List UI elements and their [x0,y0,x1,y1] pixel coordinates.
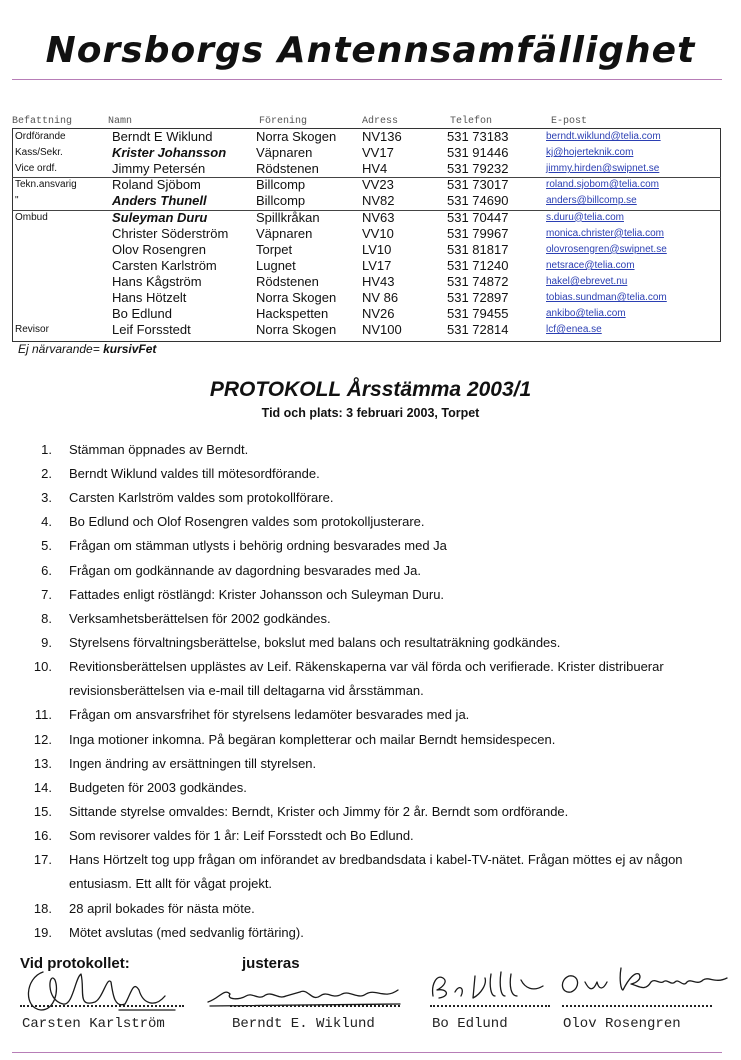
board-row [0,210,741,226]
signature-line [20,1005,184,1007]
board-phone: 531 91446 [447,145,509,161]
legend-text: Ej närvarande= [18,342,104,356]
item-number: 4. [41,514,52,530]
board-club: Väpnaren [256,225,313,241]
board-club: Rödstenen [256,273,319,289]
board-email[interactable]: jimmy.hirden@swipnet.se [546,163,660,175]
col-header-name: Namn [108,116,133,127]
board-phone: 531 70447 [447,209,509,225]
board-phone: 531 79455 [447,306,509,322]
board-phone: 531 73017 [447,177,509,193]
board-phone: 531 74872 [447,273,509,289]
board-phone: 531 79967 [447,225,509,241]
board-email[interactable]: tobias.sundman@telia.com [546,292,667,303]
item-number: 7. [41,586,52,602]
item-text: Frågan om stämman utlysts i behörig ordning besvarades med Ja [69,538,447,554]
protocol-signer-label: Vid protokollet: [20,955,130,972]
board-email[interactable]: netsrace@telia.com [546,259,635,271]
board-name: Christer Söderström [112,225,229,241]
item-number: 11. [34,707,52,723]
board-role: Ordförande [15,131,66,142]
board-email[interactable]: s.duru@telia.com [546,211,624,223]
board-address: VV10 [362,225,394,241]
item-number: 16. [33,827,52,843]
board-name: Anders Thunell [112,193,207,209]
board-row [0,242,741,258]
item-number: 6. [41,562,52,578]
board-row [0,226,741,242]
board-club: Norra Skogen [256,129,337,144]
board-row [0,274,741,290]
board-role: Vice ordf. [15,163,58,175]
item-number: 5. [41,538,52,554]
board-row [0,145,741,161]
col-header-role: Befattning [12,116,73,127]
board-club: Lugnet [256,257,296,273]
board-email[interactable]: ankibo@telia.com [546,308,626,320]
item-text: Frågan om godkännande av dagordning besvarades med Ja. [69,562,421,578]
signature-line [562,1005,712,1007]
col-header-club: Förening [259,116,308,127]
board-role: Kass/Sekr. [15,147,63,159]
col-header-address: Adress [362,116,399,127]
col-header-phone: Telefon [450,116,493,127]
board-address: NV26 [362,306,395,322]
board-email[interactable]: kj@hojerteknik.com [546,147,634,159]
title-divider [12,79,722,80]
signature-line [430,1005,550,1007]
board-phone: 531 72814 [447,322,509,338]
board-name: Suleyman Duru [112,209,208,225]
item-text: Revitionsberättelsen upplästes av Leif. Räkenskaperna var väl förda och verifierade. Krister distribuerar revisionsberättelsen via e-mail till deltagarna vid årsstämman. [69,658,664,698]
board-role: Tekn.ansvarig [15,179,77,191]
item-number: 9. [41,634,52,650]
board-address: NV136 [362,129,402,144]
board-address: NV63 [362,209,395,225]
board-name: Olov Rosengren [112,241,206,257]
board-row [0,177,741,193]
item-text: Inga motioner inkomna. På begäran kompletterar och mailar Berndt hemsidespecen. [69,731,556,747]
board-address: HV43 [362,273,395,289]
board-phone: 531 71240 [447,257,509,273]
board-address: LV10 [362,241,392,257]
item-text: Som revisorer valdes för 1 år: Leif Forsstedt och Bo Edlund. [69,827,414,843]
board-row [0,129,741,145]
board-name: Bo Edlund [112,306,172,322]
board-email[interactable]: roland.sjobom@telia.com [546,179,659,191]
signature-line [230,1005,400,1007]
item-text: Hans Hörtzelt tog upp frågan om införandet av bredbandsdata i kabel-TV-nätet. Frågan möttes ej av någon entusiasm. Ett allt för vågat projekt. [69,852,683,891]
item-number: 17. [33,852,52,867]
board-phone: 531 81817 [447,241,509,257]
board-row [0,290,741,306]
board-club: Hackspetten [256,306,329,322]
board-name: Leif Forsstedt [112,322,191,338]
board-address: HV4 [362,161,388,177]
item-text: Sittande styrelse omvaldes: Berndt, Krister och Jimmy för 2 år. Berndt som ordförande. [69,803,569,819]
board-row [0,193,741,209]
board-name: Hans Kågström [112,273,202,289]
item-text: Frågan om ansvarsfrihet för styrelsens ledamöter besvarades med ja. [69,707,470,723]
board-role: " [15,195,19,207]
board-address: LV17 [362,257,392,273]
item-number: 8. [41,610,52,626]
board-club: Norra Skogen [256,290,337,305]
board-phone: 531 73183 [447,129,509,144]
board-club: Norra Skogen [256,322,337,338]
item-number: 1. [41,442,52,457]
board-address: NV 86 [362,290,399,305]
board-club: Väpnaren [256,145,313,161]
item-text: Fattades enligt röstlängd: Krister Johansson och Suleyman Duru. [69,586,445,602]
item-number: 10. [33,658,52,674]
signer-name-1: Carsten Karlström [22,1016,165,1032]
board-name: Jimmy Petersén [112,161,206,177]
item-text: 28 april bokades för nästa möte. [69,900,255,916]
board-phone: 531 72897 [447,290,509,305]
board-club: Billcomp [256,193,306,209]
item-text: Ingen ändring av ersättningen till styrelsen. [69,755,317,771]
document-title: Norsborgs Antennsamfällighet [45,30,696,71]
item-text: Mötet avslutas (med sedvanlig förtäring). [69,924,304,940]
item-number: 12. [33,731,52,747]
board-name: Berndt E Wiklund [112,129,213,144]
item-text: Bo Edlund och Olof Rosengren valdes som protokolljusterare. [69,514,425,530]
board-email[interactable]: berndt.wiklund@telia.com [546,131,661,142]
item-number: 2. [41,466,52,482]
item-number: 15. [33,803,52,819]
board-name: Hans Hötzelt [112,290,187,305]
board-club: Billcomp [256,177,306,193]
verify-label: justeras [242,955,300,972]
legend-style-word: kursivFet [103,342,157,356]
item-number: 13. [33,755,52,771]
item-number: 18. [33,900,52,916]
board-address: NV82 [362,193,395,209]
absence-legend [18,342,156,356]
protocol-title: PROTOKOLL Årsstämma 2003/1 [209,378,532,401]
board-club: Torpet [256,241,293,257]
board-address: NV100 [362,322,402,338]
board-row [0,161,741,177]
board-email[interactable]: hakel@ebrevet.nu [546,275,628,287]
item-text: Carsten Karlström valdes som protokollförare. [69,490,334,506]
board-row [0,258,741,274]
board-name: Carsten Karlström [112,257,217,273]
board-email[interactable]: lcf@enea.se [546,324,602,336]
protocol-subtitle: Tid och plats: 3 februari 2003, Torpet [261,406,480,420]
board-email[interactable]: olovrosengren@swipnet.se [546,243,667,255]
col-header-email: E-post [551,116,588,127]
item-number: 3. [41,490,52,506]
board-email[interactable]: monica.christer@telia.com [546,227,664,239]
item-text: Verksamhetsberättelsen för 2002 godkändes. [69,610,331,626]
board-row [0,322,741,338]
board-phone: 531 79232 [447,161,509,177]
board-role: Revisor [15,324,49,336]
board-phone: 531 74690 [447,193,509,209]
item-text: Stämman öppnades av Berndt. [69,442,249,457]
board-address: VV17 [362,145,394,161]
signer-name-2: Berndt E. Wiklund [232,1016,375,1032]
board-name: Krister Johansson [112,145,227,161]
item-text: Budgeten för 2003 godkändes. [69,779,247,795]
signer-name-4: Olov Rosengren [563,1016,681,1032]
board-club: Spillkråkan [256,209,320,225]
item-number: 14. [33,779,52,795]
item-text: Berndt Wiklund valdes till mötesordförande. [69,466,320,482]
board-row [0,306,741,322]
footer-divider [12,1052,722,1053]
board-address: VV23 [362,177,394,193]
board-club: Rödstenen [256,161,319,177]
item-number: 19. [33,924,52,940]
board-email[interactable]: anders@billcomp.se [546,195,637,207]
signature-bo-edlund [425,966,555,1006]
signature-olov-rosengren [555,960,735,1002]
signer-name-3: Bo Edlund [432,1016,508,1032]
board-role: Ombud [15,211,48,223]
board-name: Roland Sjöbom [112,177,201,193]
item-text: Styrelsens förvaltningsberättelse, bokslut med balans och resultaträkning godkändes. [69,634,561,650]
